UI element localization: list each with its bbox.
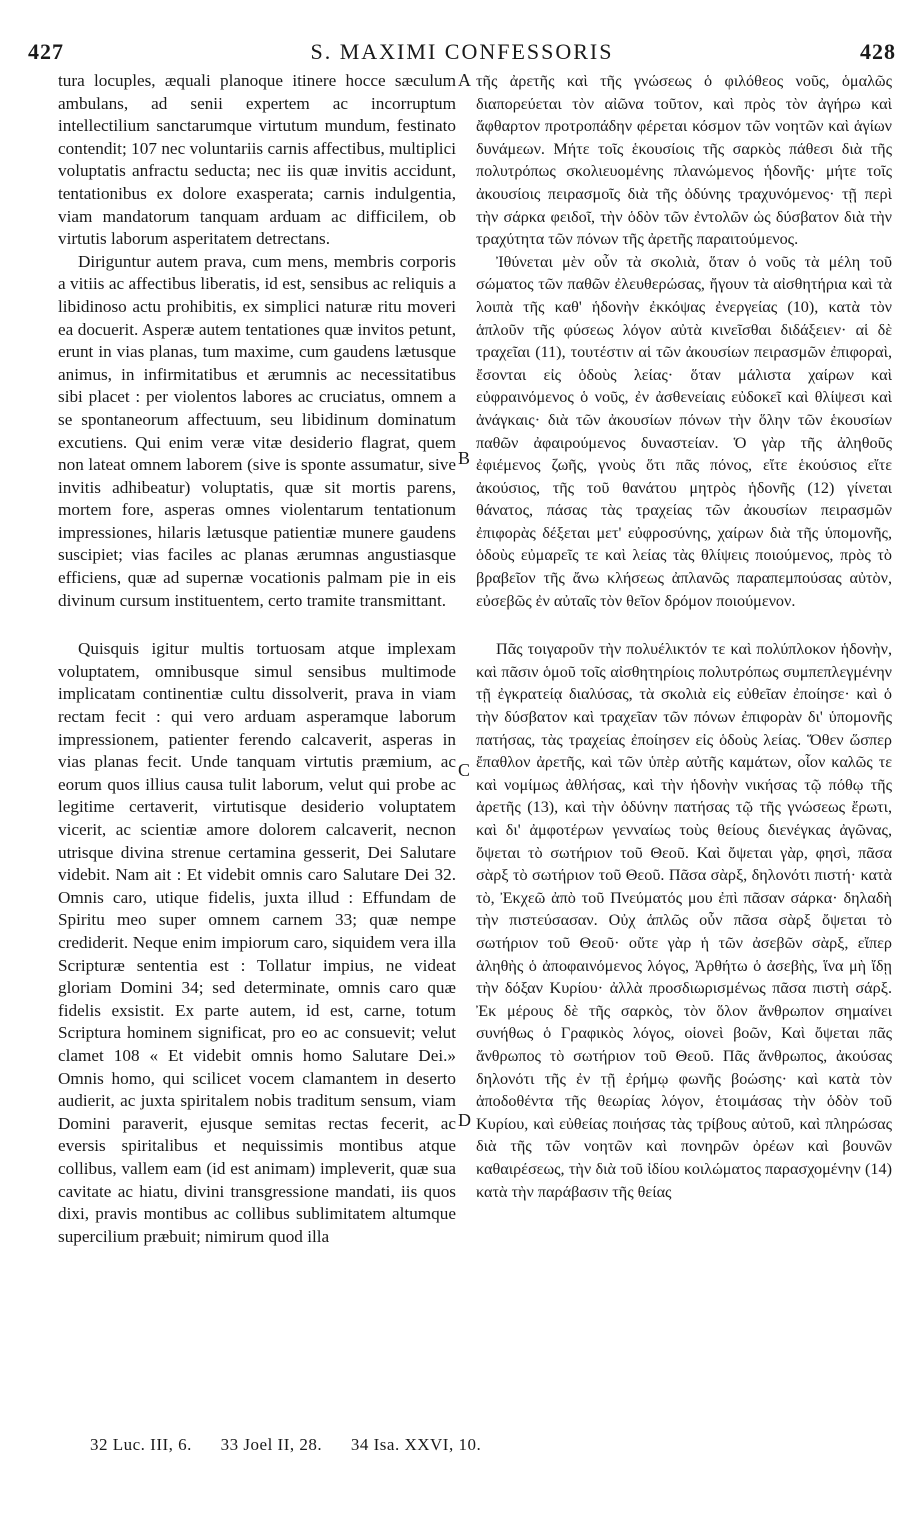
running-title: S. MAXIMI CONFESSORIS (310, 39, 614, 64)
greek-column (476, 70, 892, 1203)
margin-marker-d: D (458, 1110, 471, 1130)
greek-paragraph: Ἰθύνεται μὲν οὖν τὰ σκολιὰ, ὅταν ὁ νοῦς τὰ μέλη τοῦ σώματος τῶν παθῶν ἐλευθερώσας, ἤγουν τὰ αἰσθητήρια καὶ τὰ λοιπὰ τῆς καθ' ἡδονὴν ἐκκόψας ἐνεργείας (10), κατὰ τὸν ἁπλοῦν τῆς φύσεως λόγον αὐτὰ κινεῖσθαι διδάξειεν· αἱ δὲ τραχεῖαι (11), τουτέστιν αἱ τῶν ἀκουσίων πειρασμῶν ἐπιφοραὶ, ἔσονται εἰς ὁδοὺς λείας· ὅταν μάλιστα χαίρων καὶ εὐφραινόμενος ὁ νοῦς, ἐν ἀσθενείαις εὐδοκεῖ καὶ θλίψεσι καὶ ἀνάγκαις· διὰ τῶν ἀκουσίων πόνων τὴν ὅλην τῶν ἑκουσίων παθῶν ἀφαιρούμενος δυναστείαν. Ὁ γὰρ τῆς ἀληθοῦς ἐφιέμενος ζωῆς, γνοὺς ὅτι πᾶς πόνος, εἴτε ἑκούσιος εἴτε ἀκούσιος, τῆς τοῦ θανάτου μητρὸς ἡδονῆς (12) γίνεται θάνατος, πάσας τὰς τραχείας τῶν ἀκουσίων πειρασμῶν ἐπιφορὰς δέξεται μετ' εὐφροσύνης, χαίρων διὰ τῆς ὑπομονῆς, ὁδοὺς εὐμαρεῖς τε καὶ λείας τὰς θλίψεις ποιούμενος, πρὸς τὸ βραβεῖον τῆς ἄνω κλήσεως ἀπλανῶς παραπεμπούσας αὐτὸν, εὐσεβῶς ἐν αὐταῖς τὸν θεῖον δρόμον ποιούμενον. (476, 252, 892, 610)
latin-column (58, 70, 456, 1248)
latin-paragraph: tura locuples, æquali planoque itinere hocce sæculum ambulans, ad senii expertem ac incorruptum intellectilium sanctarumque virtutum mundum, festinato contendit; 107 nec voluntariis carnis affectibus, multiplici voluptatis anfractu seducta; nec iis quæ invitis accidunt, tentationibus ex dolore exasperata; carnis indulgentia, viam mandatorum tanquam arduam ac difficilem, ob virtutis laborum asperitatem detrectans. (58, 71, 456, 249)
running-header (28, 38, 896, 66)
margin-marker-c: C (458, 760, 471, 780)
greek-paragraph: τῆς ἀρετῆς καὶ τῆς γνώσεως ὁ φιλόθεος νοῦς, ὁμαλῶς διαπορεύεται τὸν αἰῶνα τοῦτον, καὶ πρὸς τὸν ἀγήρω καὶ ἄφθαρτον προτροπάδην φέρεται κόσμον τῶν νοητῶν καὶ ἁγίων δυνάμεων. Μήτε τοῖς ἑκουσίοις τῆς σαρκὸς πάθεσι διὰ τῆς πολυτρόπως σκολιευομένης πλανώμενος ἡδονῆς· μήτε τοῖς ἀκουσίοις πειρασμοῖς διὰ τῆς ὀδύνης τραχυνόμενος· τῇ περὶ τὴν σάρκα φειδοῖ, τὴν ὁδὸν τῶν ἐντολῶν ὡς δύσβατον διὰ τὴν τραχύτητα τῶν πόνων τῆς ἀρετῆς παραιτούμενος. (476, 72, 892, 249)
greek-paragraph: Πᾶς τοιγαροῦν τὴν πολυέλικτόν τε καὶ πολύπλοκον ἡδονὴν, καὶ πᾶσιν ὁμοῦ τοῖς αἰσθητηρίοις πολυτρόπως συμπεπλεγμένην τῇ ἐγκρατείᾳ διαλύσας, τὰ σκολιὰ εἰς εὐθεῖαν ἐποίησε· καὶ ὁ τὴν δύσβατον καὶ τραχεῖαν τῶν πόνων ἐπιφορὰν δι' ὑπομονῆς πατήσας, τὰς τραχείας ἐποίησεν εἰς ὁδοὺς λείας. Ὅθεν ὥσπερ ἔπαθλον ἀρετῆς, καὶ τῶν ὑπὲρ αὐτῆς καμάτων, οἷον καλῶς τε καὶ νομίμως ἀθλήσας, καὶ τὴν ἡδονὴν νικήσας τῷ πόθῳ τῆς ἀρετῆς (13), καὶ τὴν ὀδύνην πατήσας τῷ τῆς γνώσεως ἔρωτι, καὶ δι' ἀμφοτέρων γενναίως τοὺς θείους διενέγκας ἀγῶνας, ὄψεται τὸ σωτήριον τοῦ Θεοῦ. Καὶ ὄψεται γὰρ, φησὶ, πᾶσα σὰρξ τὸ σωτήριον τοῦ Θεοῦ. Πᾶσα σὰρξ, δηλονότι πιστή· κατὰ τὸ, Ἐκχεῶ ἀπὸ τοῦ Πνεύματός μου ἐπὶ πᾶσαν σάρκα· δηλαδὴ τὴν πιστεύσασαν. Οὐχ ἁπλῶς οὖν πᾶσα σὰρξ ὄψεται τὸ σωτήριον τοῦ Θεοῦ· οὔτε γὰρ ἡ τῶν ἀσεβῶν σὰρξ, εἴπερ ἀληθὴς ὁ ἀποφαινόμενος λόγος, Ἀρθήτω ὁ ἀσεβὴς, ἵνα μὴ ἴδῃ τὴν δόξαν Κυρίου· ἀλλὰ προσδιωρισμένως πᾶσα πιστὴ σάρξ. Ἐκ μέρους δὲ τῆς σαρκὸς, τὸν ὅλον ἄνθρωπον σημαίνει συνήθως ὁ Γραφικὸς λόγος, οἱονεὶ βοῶν, Καὶ ὄψεται πᾶς ἄνθρωπος τὸ σωτήριον τοῦ Θεοῦ. Πᾶς ἄνθρωπος, ἀκούσας δηλονότι τῆς ἐν τῇ ἐρήμῳ φωνῆς βοώσης· καὶ κατὰ τὸν ἀποδοθέντα τῆς θεωρίας λόγον, ἑτοιμάσας τὴν ὁδὸν τοῦ Κυρίου, καὶ εὐθείας ποιήσας τὰς τρίβους αὐτοῦ, καὶ πληρώσας διὰ τῆς τῶν νοητῶν καὶ πονηρῶν ὀρέων καὶ βουνῶν καθαιρέσεως, τὴν διὰ τοῦ ἰδίου κοιλώματος παρασχομένην (14) κατὰ τὴν παράβασιν τῆς θείας (476, 640, 892, 1201)
footnote: 34 Isa. XXVI, 10. (350, 1435, 482, 1454)
latin-paragraph: Quisquis igitur multis tortuosam atque implexam voluptatem, omnibusque simul sensibus multimode implicatam continentiæ cultu dissolverit, prava in viam rectam fecit : qui vero arduam asperamque laborum impressionem, patienter ferendo calcaverit, asperas in vias planas fecit. Unde tanquam virtutis præmium, ac eorum quos illius causa tulit laborum, velut qui probe ac legitime certaverit, virtutisque desiderio voluptatem vicerit, ac scientiæ amore dolorem calcaverit, necnon utrisque divina strenue certamina gesserit, Dei Salutare videbit. Nam ait : Et videbit omnis caro Salutare Dei 32. Omnis caro, utique fidelis, juxta illud : Effundam de Spiritu meo super omnem carnem 33; quæ nempe crediderit. Neque enim impiorum caro, siquidem vera illa Scripturæ sententia est : Tollatur impius, ne videat gloriam Domini 34; sed determinate, omnis caro quæ fidelis exsistit. Ex parte autem, id est, carne, totum Scriptura hominem significat, pro eo ac consuevit; velut clamet 108 « Et videbit omnis homo Salutare Dei.» Omnis homo, qui scilicet vocem clamantem in deserto audierit, ac juxta spiritalem nobis traditum sensum, viam Domini paraverit, ejusque semitas rectas fecerit, ac eversis spiritalibus et nequissimis montibus atque collibus, vallem eam (id est animam) impleverit, quæ sua cavitate ac hiatu, divini transgressione mandati, iis quos dixi, pravis montibus ac collibus sublimitatem altumque supercilium præbuit; nimirum quod illa (58, 639, 456, 1246)
footnotes (90, 1435, 505, 1455)
latin-paragraph: Diriguntur autem prava, cum mens, membris corporis a vitiis ac affectibus liberatis, id est, sensibus ac reliquis a libidinoso actu prohibitis, ex simplici naturæ ritu moveri ea docuerit. Asperæ autem tentationes quæ invitos petunt, erunt in vias planas, tum maxime, cum gaudens lætusque animus, in infirmitatibus et ærumnis ac necessitatibus sibi placet : per violentos labores ac cruciatus, omnem a se spontaneorum affectuum, seu libidinum dominatum excutiens. Qui enim veræ vitæ desiderio flagrat, quem non lateat omnem laborem (sive is sponte assumatur, sive invitis adhibeatur) voluptatis, quæ sit mortis parens, mortem fore, asperas omnes violentarum tentationum impressiones, hilaris lætusque patientiæ munere gaudens suscipiet; vias faciles ac planas ærumnas angustiasque efficiens, quæ ad supernæ vocationis palmam pie in eis divinum cursum instituentem, certo tramite transmittant. (58, 251, 456, 610)
margin-markers (458, 70, 474, 1430)
margin-marker-a: A (458, 70, 471, 90)
footnote: 32 Luc. III, 6. (90, 1435, 192, 1454)
margin-marker-b: B (458, 448, 471, 468)
footnote: 33 Joel II, 28. (220, 1435, 323, 1454)
page-number-right: 428 (859, 39, 896, 64)
page-number-left: 427 (28, 39, 64, 64)
